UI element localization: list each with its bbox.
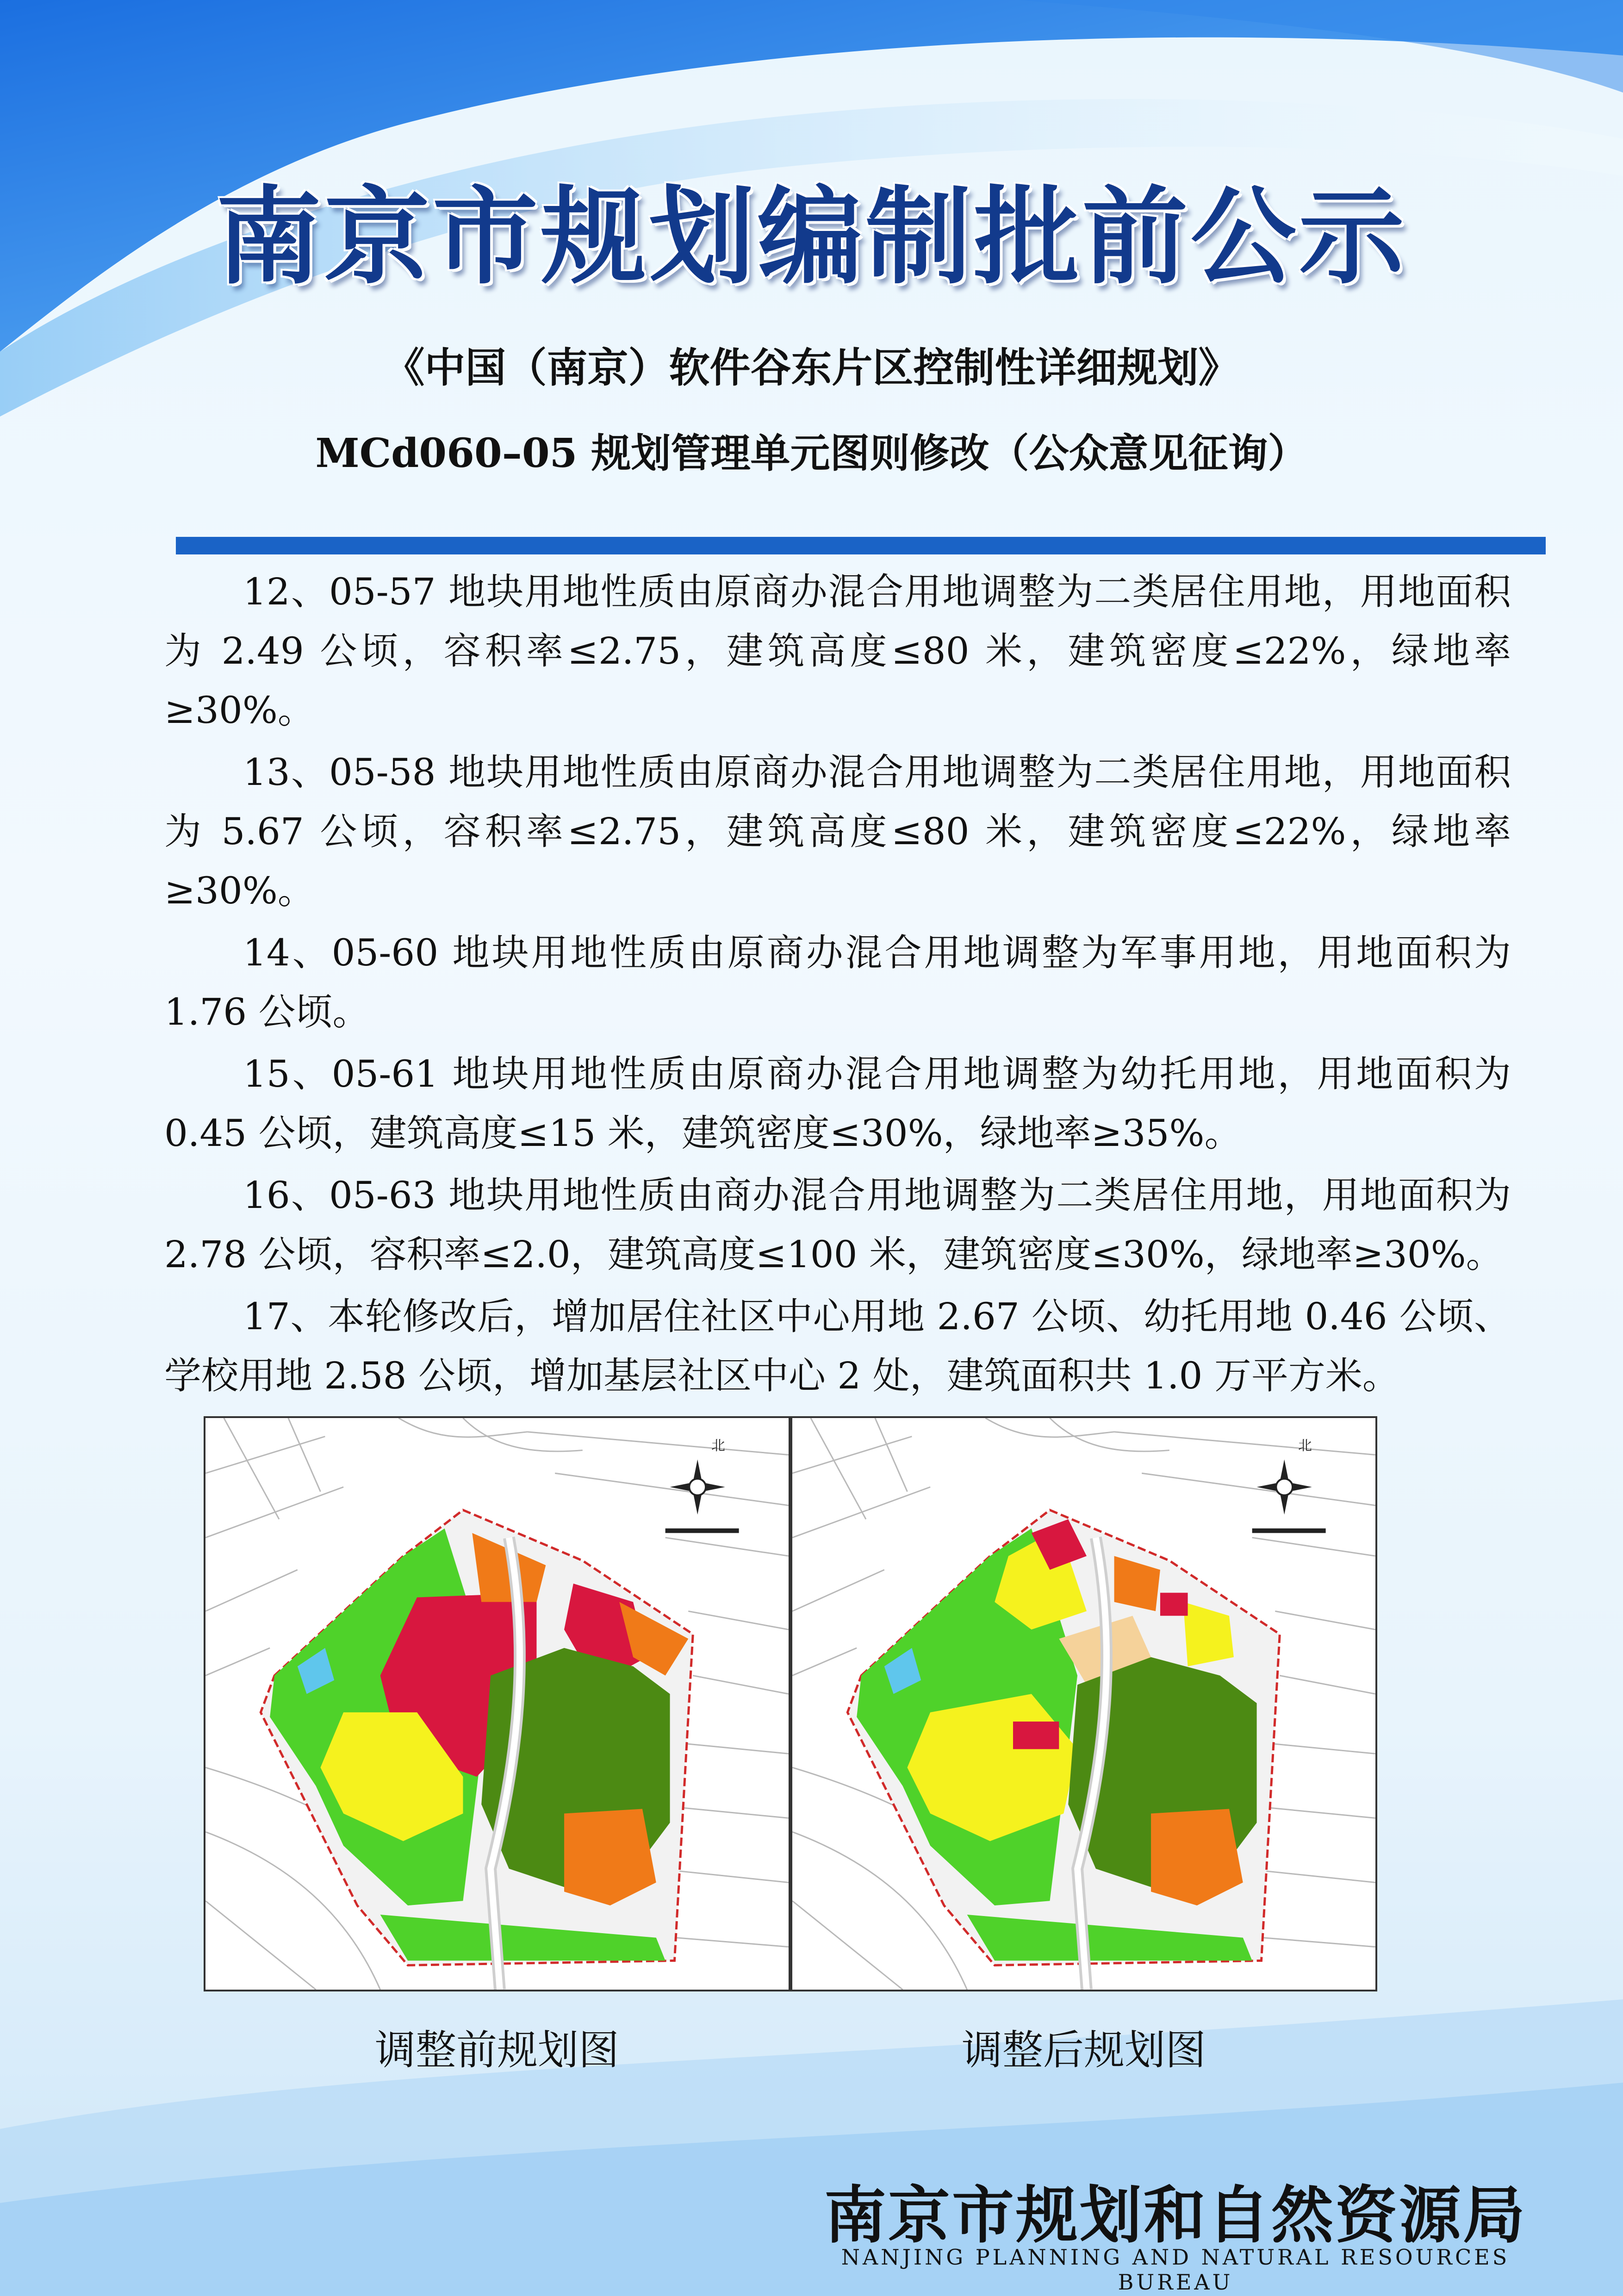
after-map-drawing bbox=[792, 1418, 1375, 1990]
issuing-authority-cn: 南京市规划和自然资源局 bbox=[824, 2178, 1527, 2252]
notice-item-12: 12、05-57 地块用地性质由原商办混合用地调整为二类居住用地，用地面积为 2.49 公顷，容积率≤2.75，建筑高度≤80 米，建筑密度≤22%，绿地率≥30%。 bbox=[164, 570, 1511, 732]
scale-bar bbox=[665, 1528, 739, 1533]
plan-subtitle: 《中国（南京）软件谷东片区控制性详细规划》 bbox=[384, 343, 1239, 392]
north-label: 北 bbox=[711, 1437, 725, 1454]
title-divider bbox=[176, 537, 1546, 554]
after-adjustment-map bbox=[790, 1416, 1377, 1991]
before-adjustment-map bbox=[204, 1416, 790, 1991]
notice-item-16: 16、05-63 地块用地性质由商办混合用地调整为二类居住用地，用地面积为 2.78 公顷，容积率≤2.0，建筑高度≤100 米，建筑密度≤30%，绿地率≥30%。 bbox=[164, 1174, 1511, 1276]
notice-item-15: 15、05-61 地块用地性质由原商办混合用地调整为幼托用地，用地面积为 0.45 公顷，建筑高度≤15 米，建筑密度≤30%，绿地率≥35%。 bbox=[164, 1052, 1511, 1155]
after-map-caption: 调整后规划图 bbox=[961, 2026, 1206, 2074]
issuing-authority-en: NANJING PLANNING AND NATURAL RESOURCES BUREAU bbox=[841, 2245, 1510, 2295]
plan-unit-subtitle: MCd060–05 规划管理单元图则修改（公众意见征询） bbox=[315, 430, 1308, 477]
before-map-drawing bbox=[205, 1418, 789, 1990]
page-title: 南京市规划编制批前公示 bbox=[216, 174, 1407, 299]
scale-bar bbox=[1252, 1528, 1326, 1533]
north-label: 北 bbox=[1298, 1437, 1312, 1454]
before-map-caption: 调整前规划图 bbox=[374, 2026, 619, 2074]
notice-item-13: 13、05-58 地块用地性质由原商办混合用地调整为二类居住用地，用地面积为 5.67 公顷，容积率≤2.75，建筑高度≤80 米，建筑密度≤22%，绿地率≥30%。 bbox=[164, 751, 1511, 912]
notice-body bbox=[164, 562, 1511, 1408]
notice-item-14: 14、05-60 地块用地性质由原商办混合用地调整为军事用地，用地面积为 1.76 公顷。 bbox=[164, 931, 1511, 1033]
notice-item-17: 17、本轮修改后，增加居住社区中心用地 2.67 公顷、幼托用地 0.46 公顷、学校用地 2.58 公顷，增加基层社区中心 2 处，建筑面积共 1.0 万平方米。 bbox=[164, 1295, 1511, 1397]
